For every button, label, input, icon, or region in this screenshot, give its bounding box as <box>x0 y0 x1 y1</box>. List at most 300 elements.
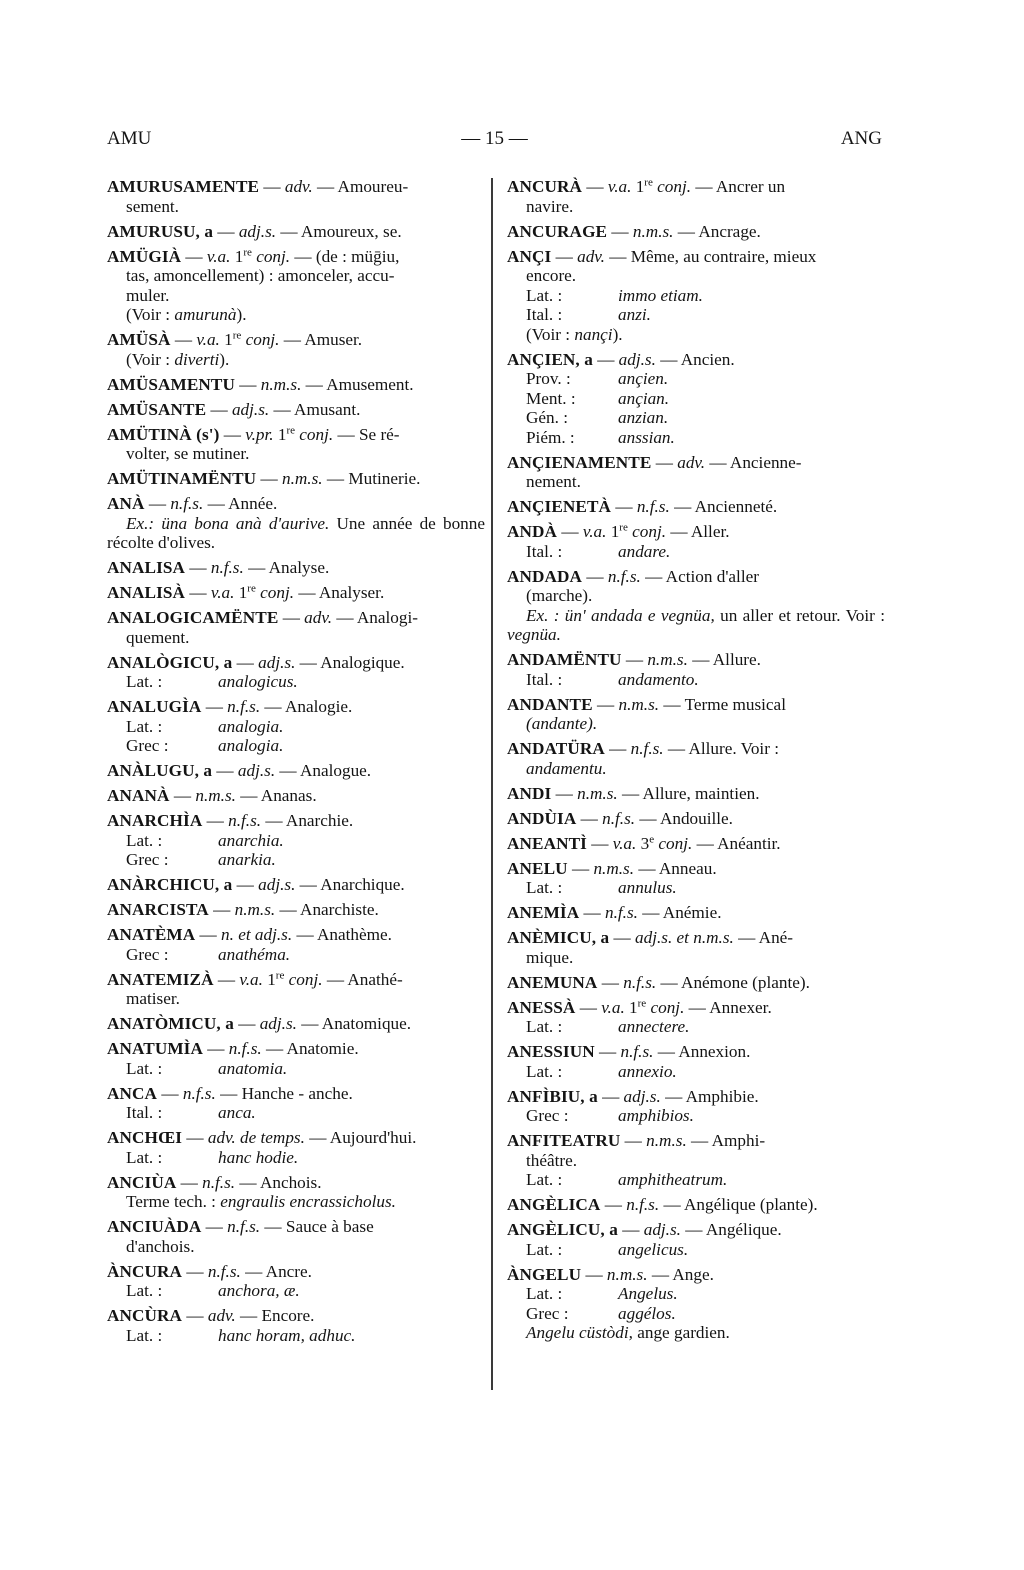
definition: Amuser. <box>304 330 363 349</box>
etymology-line <box>507 305 885 325</box>
definition: Anarchiste. <box>300 900 379 919</box>
headword: ANEMÌA <box>507 903 580 922</box>
definition: Anarchie. <box>285 811 354 830</box>
etymology-line <box>507 1017 885 1037</box>
etymology-line <box>507 1170 885 1190</box>
definition: Amphi- <box>711 1131 766 1150</box>
dictionary-entry <box>507 1265 885 1343</box>
definition: Aller. <box>690 522 730 541</box>
etymology-form: anzi. <box>618 305 651 324</box>
dictionary-entry <box>507 177 885 216</box>
headword: ANÀ <box>107 494 145 513</box>
phrase-translation: ange gardien. <box>637 1323 730 1342</box>
headword: ANARCHÌA <box>107 811 203 830</box>
etymology-form: anatomia. <box>218 1058 288 1078</box>
headword: ANDADA <box>507 566 583 586</box>
entry-line: ÀNGELU — n.m.s. — Ange. <box>507 1264 714 1284</box>
definition: Annexion. <box>678 1042 751 1061</box>
etymology-form: hanc horam, adhuc. <box>218 1325 356 1345</box>
etymology-line <box>507 428 885 448</box>
headword: AMURUSAMENTE <box>107 177 260 196</box>
definition: Amusement. <box>326 374 414 394</box>
dictionary-entry <box>507 784 885 804</box>
dictionary-entry <box>507 973 885 993</box>
etymology-form: anchora, æ. <box>218 1281 300 1300</box>
entry-line: AMÜTINAMËNTU — n.m.s. — Mutinerie. <box>107 469 421 488</box>
dictionary-entry <box>507 903 885 923</box>
part-of-speech: v.a. 1re conj. <box>607 176 692 196</box>
etymology-line <box>107 672 485 692</box>
headword: ANALISA <box>107 558 186 577</box>
definition: Anatomique. <box>321 1014 412 1033</box>
headword: AMÜSAMENTU <box>107 374 235 394</box>
part-of-speech: adv. <box>577 246 605 266</box>
running-head <box>107 128 882 154</box>
entry-line: ANGÈLICA — n.f.s. — Angélique (plante). <box>507 1195 818 1214</box>
etymology-language: Grec : <box>126 850 169 869</box>
part-of-speech: adj.s. <box>258 875 296 894</box>
definition: Terme musical <box>684 694 786 714</box>
definition: Anémie. <box>662 903 722 922</box>
entry-line: ANANÀ — n.m.s. — Ananas. <box>107 786 317 805</box>
definition: Anarchique. <box>320 875 405 894</box>
etymology-form: annulus. <box>618 878 677 897</box>
etymology-language: Lat. : <box>526 878 563 897</box>
definition: Analogi- <box>356 608 418 627</box>
definition-continuation: andamentu. <box>526 758 607 778</box>
usage-example <box>507 606 885 645</box>
dictionary-entry <box>107 375 485 395</box>
etymology-language: Lat. : <box>126 1281 163 1300</box>
headword: ANÇIEN, a <box>507 349 593 369</box>
part-of-speech: adj.s. et n.m.s. <box>635 928 734 947</box>
dictionary-entry <box>507 453 885 492</box>
entry-line: ANGÈLICU, a — adj.s. — Angélique. <box>507 1220 782 1239</box>
etymology-line <box>507 878 885 898</box>
etymology-form: analogicus. <box>218 672 298 691</box>
etymology-form: andare. <box>618 541 671 561</box>
definition: Angélique. <box>705 1220 782 1239</box>
definition: Analogue. <box>299 761 372 780</box>
etymology-line <box>107 1192 485 1212</box>
dictionary-entry <box>107 1173 485 1212</box>
etymology-form: anssian. <box>618 427 675 447</box>
definition: Anatomie. <box>286 1039 359 1058</box>
part-of-speech: adv. <box>207 1306 236 1325</box>
definition: Anéantir. <box>717 833 781 853</box>
etymology-language: Ital. : <box>126 1103 163 1122</box>
headword: ANEMUNA <box>507 972 598 992</box>
definition: Allure, maintien. <box>642 783 760 803</box>
see-also-note: (Voir : diverti). <box>126 349 230 369</box>
dictionary-entry <box>507 998 885 1037</box>
definition: Anchois. <box>259 1172 322 1192</box>
entry-line: ANDATÜRA — n.f.s. — Allure. Voir : <box>507 739 780 758</box>
usage-phrase <box>507 1323 885 1343</box>
dictionary-entry <box>107 494 485 553</box>
etymology-language: Lat. : <box>126 672 163 691</box>
part-of-speech: adv. <box>304 608 333 627</box>
entry-line: ANATUMÌA — n.f.s. — Anatomie. <box>107 1039 359 1058</box>
part-of-speech: n.m.s. <box>593 858 635 878</box>
definition: Hanche - anche. <box>241 1083 353 1103</box>
dictionary-entry <box>507 739 885 778</box>
entry-line: AMÜSAMENTU — n.m.s. — Amusement. <box>107 374 414 394</box>
dictionary-entry <box>107 558 485 578</box>
part-of-speech: n.f.s. <box>626 1195 660 1214</box>
entry-line: ANCÙRA — adv. — Encore. <box>107 1306 315 1325</box>
definition: (de : müḡiu, <box>315 246 400 266</box>
dictionary-entry <box>507 695 885 734</box>
part-of-speech: n.f.s. <box>630 739 664 758</box>
dictionary-entry <box>107 330 485 369</box>
dictionary-entry <box>507 522 885 561</box>
headword: ANALÒGICU, a <box>107 652 233 672</box>
etymology-form: ançien. <box>618 369 669 388</box>
etymology-language: Lat. : <box>526 285 563 305</box>
entry-line: ANÀLUGU, a — adj.s. — Analogue. <box>107 761 372 780</box>
etymology-line <box>107 1326 485 1346</box>
dictionary-entry <box>107 469 485 489</box>
dictionary-entry <box>507 497 885 517</box>
entry-line: ANEANTÌ — v.a. 3e conj. — Anéantir. <box>507 832 781 853</box>
headword: ANCÙRA <box>107 1306 183 1325</box>
headword: ANFÌBIU, a <box>507 1086 598 1106</box>
etymology-form: immo etiam. <box>618 285 703 305</box>
dictionary-entry <box>507 247 885 345</box>
entry-line: ANESSIUN — n.f.s. — Annexion. <box>507 1042 751 1061</box>
headword: AMÜGIÀ <box>107 246 182 266</box>
definition-continuation: d'anchois. <box>126 1236 195 1256</box>
part-of-speech: n.m.s. <box>647 650 688 669</box>
headword: AMÜSÀ <box>107 330 171 349</box>
part-of-speech: n.m.s. <box>281 469 323 488</box>
entry-line: ANALOGICAMËNTE — adv. — Analogi- <box>107 608 418 627</box>
definition: Ancienneté. <box>694 497 778 516</box>
dictionary-entry <box>107 247 485 325</box>
definition: Même, au contraire, mieux <box>630 246 817 266</box>
etymology-language: Lat. : <box>526 1284 563 1303</box>
headword: ANGÈLICA <box>507 1195 601 1214</box>
definition: Ancien. <box>680 349 735 369</box>
entry-line: AMÜTINÀ (s') — v.pr. 1re conj. — Se ré- <box>107 423 400 444</box>
etymology-line <box>107 945 485 965</box>
headword: AMÜTINÀ (s') <box>107 424 220 444</box>
definition: Action d'aller <box>665 566 759 586</box>
part-of-speech: v.a. 1re conj. <box>582 521 667 541</box>
part-of-speech: adj.s. <box>238 221 277 241</box>
dictionary-entry <box>507 1220 885 1259</box>
entry-line: ANDAMËNTU — n.m.s. — Allure. <box>507 650 761 669</box>
entry-line: ANEMUNA — n.f.s. — Anémone (plante). <box>507 972 810 992</box>
dictionary-entry <box>507 350 885 448</box>
dictionary-entry <box>107 761 485 781</box>
definition: Année. <box>228 494 278 513</box>
definition: Ancienne- <box>729 452 802 472</box>
dictionary-entry <box>107 1014 485 1034</box>
etymology-line <box>507 670 885 690</box>
headword: AMURUSU, a <box>107 221 214 241</box>
definition: Amusant. <box>294 399 361 419</box>
part-of-speech: n.f.s. <box>207 1261 241 1281</box>
part-of-speech: n.m.s. <box>260 374 302 394</box>
etymology-form: anarkia. <box>218 850 276 869</box>
headword: ANÀLUGU, a <box>107 761 213 780</box>
etymology-language: Lat. : <box>126 830 163 850</box>
headword: ANESSÀ <box>507 997 576 1017</box>
part-of-speech: n.m.s. <box>632 221 674 241</box>
part-of-speech: n.f.s. <box>605 903 638 922</box>
etymology-language: Gén. : <box>526 408 569 427</box>
headword: ANCIÙA <box>107 1172 177 1192</box>
example-phrase: Ex. : ün' andada e vegnüa, <box>526 605 715 625</box>
definition: Allure. Voir : <box>688 739 780 758</box>
headword: ANATEMIZÀ <box>107 969 214 989</box>
example-translation: Une année de bonne récolte d'olives. <box>107 513 485 552</box>
etymology-language: Grec : <box>126 944 169 964</box>
headword: ANCURÀ <box>507 177 583 196</box>
dictionary-entry <box>107 786 485 806</box>
part-of-speech: n.m.s. <box>234 900 276 919</box>
part-of-speech: v.a. 1re conj. <box>206 245 291 266</box>
etymology-language: Lat. : <box>126 716 163 736</box>
etymology-language: Lat. : <box>526 1239 563 1259</box>
dictionary-entry <box>507 650 885 689</box>
headword: ANCA <box>107 1083 158 1103</box>
etymology-line <box>107 736 485 756</box>
definition: Ané- <box>758 928 794 947</box>
part-of-speech: adj.s. <box>231 399 270 419</box>
guide-word-left: AMU <box>107 128 152 149</box>
part-of-speech: adj.s. <box>618 349 656 369</box>
part-of-speech: n.f.s. <box>228 1039 262 1058</box>
definition-continuation: mique. <box>526 947 574 967</box>
entry-line: ANDANTE — n.m.s. — Terme musical <box>507 694 786 714</box>
definition-continuation: navire. <box>526 196 574 216</box>
etymology-language: Lat. : <box>526 1017 563 1036</box>
entry-line: ANCIUÀDA — n.f.s. — Sauce à base <box>107 1217 374 1236</box>
definition: Ancrer un <box>715 177 786 196</box>
etymology-language: Ital. : <box>526 669 563 689</box>
entry-line: ANATÈMA — n. et adj.s. — Anathème. <box>107 925 392 944</box>
headword: ANÇIENETÀ <box>507 497 612 516</box>
etymology-form: anca. <box>218 1103 256 1122</box>
entry-line: AMURUSAMENTE — adv. — Amoureu- <box>107 177 409 196</box>
entry-line: ANCA — n.f.s. — Hanche - anche. <box>107 1083 353 1103</box>
part-of-speech: n.f.s. <box>623 972 657 992</box>
etymology-form: anathéma. <box>218 944 291 964</box>
cross-reference: nançi <box>574 324 613 344</box>
etymology-line <box>507 1304 885 1324</box>
definition: Ancre. <box>265 1261 312 1281</box>
etymology-form: aggélos. <box>618 1303 676 1323</box>
dictionary-entry <box>107 583 485 603</box>
dictionary-entry <box>507 859 885 898</box>
etymology-form: angelicus. <box>618 1239 689 1259</box>
part-of-speech: v.pr. 1re conj. <box>245 423 334 444</box>
etymology-language: Grec : <box>526 1106 569 1125</box>
definition-continuation: matiser. <box>126 989 180 1008</box>
dictionary-entry <box>107 1084 485 1123</box>
dictionary-entry <box>107 1128 485 1167</box>
example-phrase: Ex.: üna bona anà d'aurive. <box>126 513 330 533</box>
headword: ANDATÜRA <box>507 739 605 758</box>
part-of-speech: v.a. 1re conj. <box>196 329 280 349</box>
etymology-line <box>507 369 885 389</box>
headword: ANANÀ <box>107 786 170 805</box>
dictionary-entry <box>107 697 485 756</box>
dictionary-entry <box>107 425 485 464</box>
etymology-line <box>107 1059 485 1079</box>
entry-line: ANARCHÌA — n.f.s. — Anarchie. <box>107 811 354 830</box>
definition: Encore. <box>261 1306 315 1325</box>
definition: Amoureux, se. <box>300 221 402 241</box>
entry-line: ANÇI — adv. — Même, au contraire, mieux <box>507 246 817 266</box>
headword: ANARCISTA <box>107 900 209 919</box>
headword: ANDÙIA <box>507 808 577 828</box>
part-of-speech: n.f.s. <box>227 697 261 716</box>
part-of-speech: n.f.s. <box>182 1083 216 1103</box>
headword: ANDÀ <box>507 522 558 541</box>
entry-line: AMÜGIÀ — v.a. 1re conj. — (de : müḡiu, <box>107 245 400 266</box>
etymology-form: amphibios. <box>618 1106 694 1125</box>
entry-line: ANÇIENAMENTE — adv. — Ancienne- <box>507 452 802 472</box>
entry-line: ANALÒGICU, a — adj.s. — Analogique. <box>107 652 405 672</box>
part-of-speech: n.m.s. <box>646 1131 687 1150</box>
entry-line: ANFÌBIU, a — adj.s. — Amphibie. <box>507 1086 759 1106</box>
definition: Amoureu- <box>337 177 409 196</box>
etymology-form: analogia. <box>218 736 284 755</box>
dictionary-entry <box>507 222 885 242</box>
part-of-speech: adj.s. <box>258 652 296 672</box>
definition: Aujourd'hui. <box>329 1128 417 1147</box>
entry-line: ANEMÌA — n.f.s. — Anémie. <box>507 903 722 922</box>
etymology-line <box>107 1103 485 1123</box>
definition-continuation: nement. <box>526 472 581 491</box>
definition-continuation: muler. <box>126 285 170 305</box>
etymology-language: Lat. : <box>126 1325 163 1345</box>
entry-line: ANÇIENETÀ — n.f.s. — Ancienneté. <box>507 497 778 516</box>
etymology-language: Lat. : <box>526 1061 563 1081</box>
etymology-language: Ital. : <box>526 541 563 561</box>
dictionary-entry <box>507 928 885 967</box>
headword: ANDAMËNTU <box>507 650 622 669</box>
etymology-language: Ment. : <box>526 388 576 408</box>
dictionary-entry <box>107 653 485 692</box>
cross-reference: diverti <box>174 349 220 369</box>
dictionary-entry <box>507 567 885 645</box>
column-divider <box>491 178 493 1390</box>
see-also-note: (Voir : nançi). <box>526 324 623 344</box>
cross-reference: amurunà <box>174 305 237 324</box>
etymology-line <box>107 717 485 737</box>
dictionary-entry <box>107 1306 485 1345</box>
definition: Ancrage. <box>698 221 761 241</box>
dictionary-entry <box>507 1087 885 1126</box>
headword: ÀNGELU <box>507 1264 582 1284</box>
headword: ANÇIENAMENTE <box>507 452 652 472</box>
definition-continuation: quement. <box>126 627 190 647</box>
part-of-speech: v.a. 1re conj. <box>239 968 323 989</box>
entry-line: ANÈMICU, a — adj.s. et n.m.s. — Ané- <box>507 928 794 947</box>
see-also-note: (Voir : amurunà). <box>126 305 247 324</box>
part-of-speech: n.f.s. <box>227 1217 261 1236</box>
etymology-language: Ital. : <box>526 305 563 324</box>
part-of-speech: adj.s. <box>643 1220 681 1239</box>
entry-line: ANESSÀ — v.a. 1re conj. — Annexer. <box>507 996 772 1017</box>
headword: ANFITEATRU <box>507 1131 621 1150</box>
dictionary-entry <box>107 177 485 216</box>
definition: Annexer. <box>709 997 772 1017</box>
headword: ANESSIUN <box>507 1042 595 1061</box>
definition: Ananas. <box>260 786 317 805</box>
entry-line: ANELU — n.m.s. — Anneau. <box>507 858 717 878</box>
headword: ANÈMICU, a <box>507 928 610 947</box>
etymology-form: annexio. <box>618 1061 677 1081</box>
part-of-speech: n.f.s. <box>228 811 262 830</box>
etymology-language: Lat. : <box>526 1170 563 1189</box>
entry-line: ANÀ — n.f.s. — Année. <box>107 494 278 513</box>
entry-line: ANCURÀ — v.a. 1re conj. — Ancrer un <box>507 176 786 196</box>
right-column <box>507 177 885 1348</box>
entry-line: ANATEMIZÀ — v.a. 1re conj. — Anathé- <box>107 968 403 989</box>
entry-line: AMÜSANTE — adj.s. — Amusant. <box>107 399 361 419</box>
dictionary-entry <box>507 1042 885 1081</box>
part-of-speech: n.f.s. <box>170 494 204 513</box>
etymology-line <box>507 1106 885 1126</box>
entry-line: AMURUSU, a — adj.s. — Amoureux, se. <box>107 221 402 241</box>
headword: ANALOGICAMËNTE <box>107 608 279 627</box>
part-of-speech: n. et adj.s. <box>221 925 293 944</box>
dictionary-entry <box>107 925 485 964</box>
entry-line: ANARCISTA — n.m.s. — Anarchiste. <box>107 900 379 919</box>
etymology-form: engraulis encrassicholus. <box>220 1192 396 1211</box>
entry-line: ANDI — n.m.s. — Allure, maintien. <box>507 783 760 803</box>
part-of-speech: adj.s. <box>237 761 276 780</box>
etymology-form: ançian. <box>618 388 670 408</box>
headword: ANATÒMICU, a <box>107 1014 234 1033</box>
part-of-speech: n.f.s. <box>210 558 244 577</box>
entry-line: ANDÙIA — n.f.s. — Andouille. <box>507 808 733 828</box>
definition: Ange. <box>672 1264 714 1284</box>
part-of-speech: n.f.s. <box>607 566 641 586</box>
page-number: — 15 — <box>461 128 528 149</box>
part-of-speech: n.f.s. <box>202 1172 236 1192</box>
dictionary-entry <box>507 1195 885 1215</box>
etymology-line <box>507 389 885 409</box>
dictionary-entry <box>507 809 885 829</box>
etymology-line <box>107 850 485 870</box>
dictionary-entry <box>107 1039 485 1078</box>
definition: Anneau. <box>658 858 717 878</box>
example-translation: un aller et retour. Voir : <box>720 605 885 625</box>
etymology-line <box>507 542 885 562</box>
headword: ANÀRCHICU, a <box>107 875 233 894</box>
definition: Amphibie. <box>685 1086 759 1106</box>
etymology-form: hanc hodie. <box>218 1147 299 1167</box>
headword: ANALUGÌA <box>107 697 202 716</box>
definition-continuation: volter, se mutiner. <box>126 444 250 463</box>
etymology-language: Grec : <box>526 1303 569 1323</box>
guide-word-right: ANG <box>840 128 882 149</box>
usage-example <box>107 514 485 553</box>
cross-reference: vegnüa. <box>507 625 561 644</box>
etymology-form: anzian. <box>618 408 669 427</box>
headword: ANCHŒI <box>107 1128 183 1147</box>
definition-continuation: (andante). <box>526 714 598 733</box>
part-of-speech: v.a. 1re conj. <box>210 582 295 602</box>
headword: ANATÈMA <box>107 925 196 944</box>
